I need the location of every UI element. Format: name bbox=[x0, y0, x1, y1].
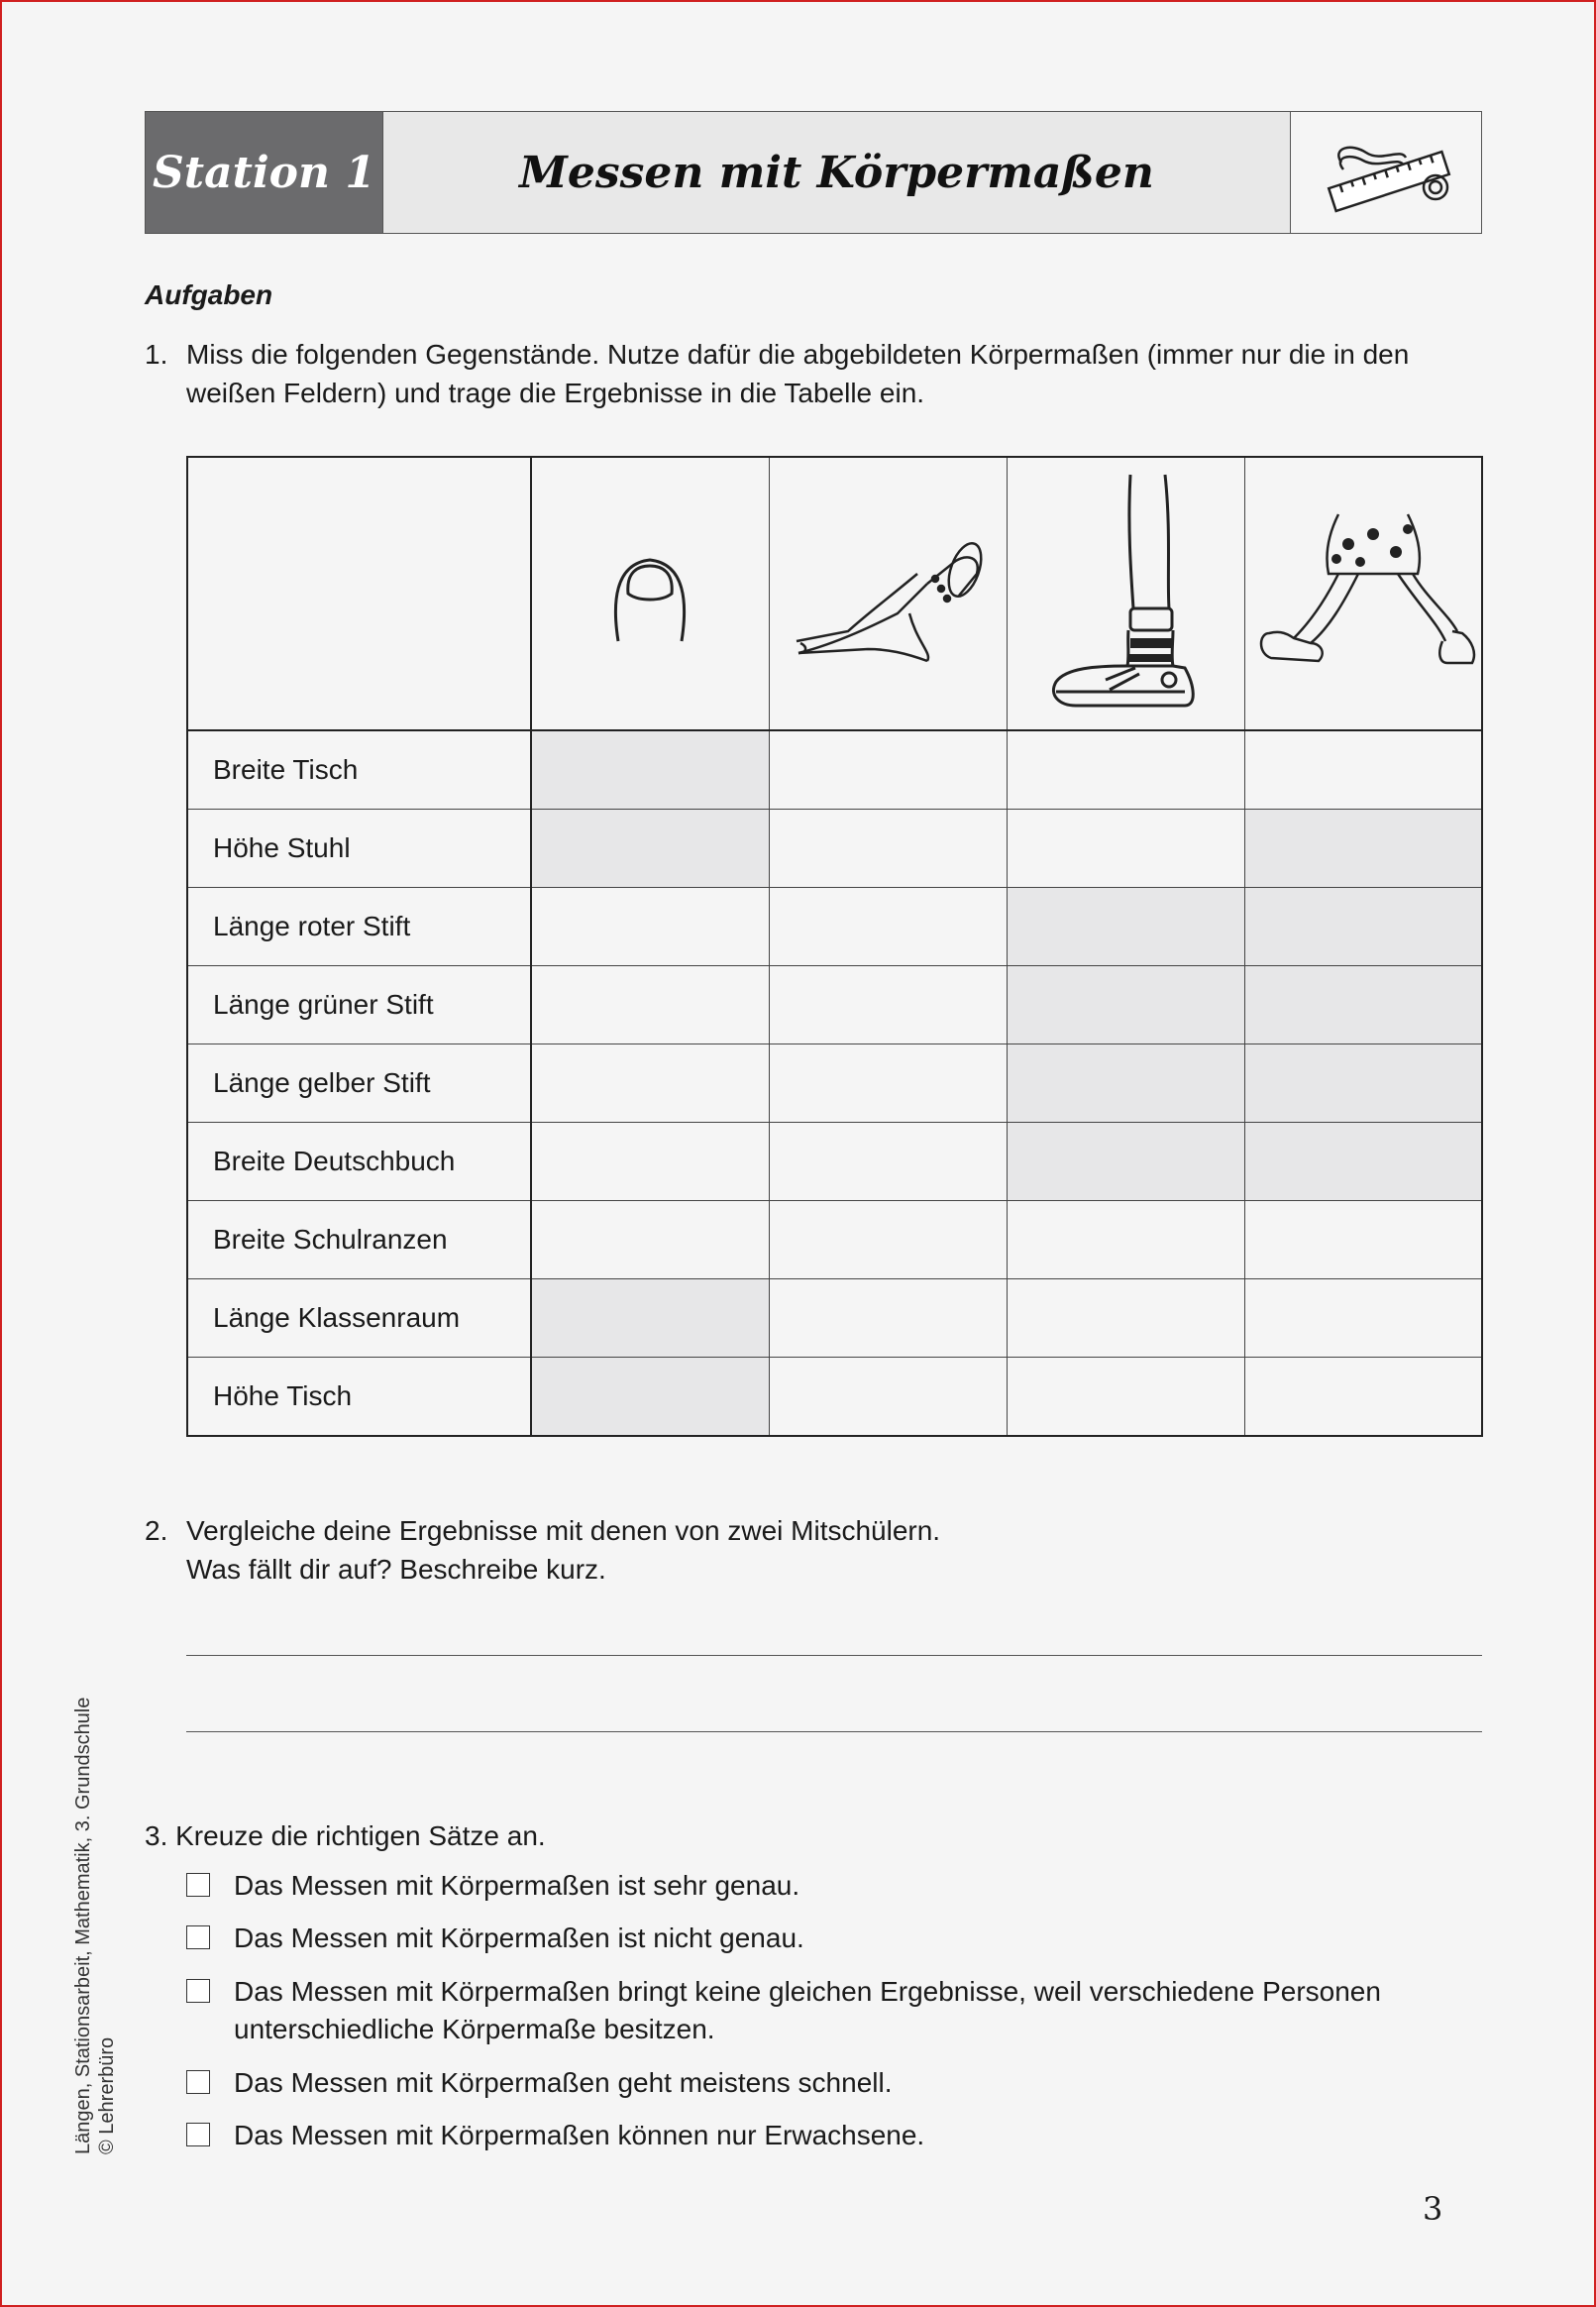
task-3-heading: 3. Kreuze die richtigen Sätze an. bbox=[145, 1820, 546, 1851]
table-row bbox=[187, 810, 1482, 888]
disabled-cell bbox=[1244, 1123, 1482, 1201]
step-column-header bbox=[1244, 457, 1482, 730]
checkbox[interactable] bbox=[186, 1873, 210, 1897]
answer-cell[interactable] bbox=[769, 888, 1007, 966]
row-label: Höhe Stuhl bbox=[187, 810, 531, 888]
station-label: Station 1 bbox=[146, 112, 383, 233]
table-row bbox=[187, 1123, 1482, 1201]
sidebar-line-2: © Lehrerbüro bbox=[96, 2036, 118, 2154]
answer-cell[interactable] bbox=[769, 1201, 1007, 1279]
task-1 bbox=[145, 335, 1492, 414]
thumb-column-header bbox=[531, 457, 769, 730]
table-header-row bbox=[187, 457, 1482, 730]
task-number: 2. bbox=[145, 1515, 168, 1546]
hand-span-column-header bbox=[769, 457, 1007, 730]
disabled-cell bbox=[1244, 810, 1482, 888]
answer-cell[interactable] bbox=[531, 1201, 769, 1279]
empty-header-cell bbox=[187, 457, 531, 730]
table-row bbox=[187, 1279, 1482, 1358]
worksheet-title: Messen mit Körpermaßen bbox=[383, 112, 1291, 233]
checkbox-item[interactable] bbox=[186, 1973, 1502, 2048]
answer-cell[interactable] bbox=[1007, 1201, 1244, 1279]
row-label: Länge grüner Stift bbox=[187, 966, 531, 1044]
disabled-cell bbox=[531, 730, 769, 810]
answer-cell[interactable] bbox=[1244, 1279, 1482, 1358]
task-number: 1. bbox=[145, 339, 168, 370]
checkbox-item[interactable] bbox=[186, 1920, 1502, 1957]
disabled-cell bbox=[531, 810, 769, 888]
row-label: Länge gelber Stift bbox=[187, 1044, 531, 1123]
row-label: Breite Schulranzen bbox=[187, 1201, 531, 1279]
checkbox[interactable] bbox=[186, 2070, 210, 2094]
copyright-sidebar bbox=[71, 1461, 119, 2154]
sidebar-line-1: Längen, Stationsarbeit, Mathematik, 3. Grundschule bbox=[72, 1697, 94, 2154]
disabled-cell bbox=[1244, 1044, 1482, 1123]
checkbox[interactable] bbox=[186, 1925, 210, 1949]
task-text-line-1: Vergleiche deine Ergebnisse mit denen von zwei Mitschülern. bbox=[186, 1515, 941, 1546]
answer-cell[interactable] bbox=[531, 1123, 769, 1201]
answer-cell[interactable] bbox=[1244, 1358, 1482, 1437]
task-2 bbox=[145, 1511, 1492, 1591]
task-text-line-1: Miss die folgenden Gegenstände. Nutze dafür die abgebildeten Körpermaßen (immer nur die in den bbox=[186, 339, 1410, 370]
checkbox-label: Das Messen mit Körpermaßen ist nicht genau. bbox=[234, 1922, 804, 1953]
answer-cell[interactable] bbox=[1007, 810, 1244, 888]
disabled-cell bbox=[531, 1358, 769, 1437]
checkbox-item[interactable] bbox=[186, 1867, 1502, 1905]
ruler-tape-measure-icon bbox=[1291, 112, 1481, 233]
answer-cell[interactable] bbox=[769, 730, 1007, 810]
answer-cell[interactable] bbox=[1244, 1201, 1482, 1279]
answer-line[interactable] bbox=[186, 1731, 1482, 1732]
answer-cell[interactable] bbox=[1007, 1358, 1244, 1437]
checkbox-item[interactable] bbox=[186, 2117, 1502, 2154]
checkbox-label: Das Messen mit Körpermaßen bringt keine gleichen Ergebnisse, weil verschiedene Personen unterschiedliche Körpermaße besitzen. bbox=[234, 1976, 1381, 2044]
step-stride-icon bbox=[1249, 504, 1477, 683]
checkbox-label: Das Messen mit Körpermaßen geht meistens schnell. bbox=[234, 2067, 893, 2098]
hand-span-icon bbox=[779, 504, 997, 683]
checkbox-label: Das Messen mit Körpermaßen ist sehr genau. bbox=[234, 1870, 800, 1901]
measurement-table bbox=[186, 456, 1483, 1437]
table-row bbox=[187, 966, 1482, 1044]
page-number: 3 bbox=[1423, 2190, 1443, 2228]
checkbox-item[interactable] bbox=[186, 2064, 1502, 2102]
checkbox[interactable] bbox=[186, 2123, 210, 2146]
answer-cell[interactable] bbox=[769, 1279, 1007, 1358]
table-row bbox=[187, 730, 1482, 810]
answer-cell[interactable] bbox=[1007, 730, 1244, 810]
thumb-nail-icon bbox=[590, 534, 709, 653]
table-row bbox=[187, 888, 1482, 966]
section-heading: Aufgaben bbox=[145, 279, 273, 310]
foot-column-header bbox=[1007, 457, 1244, 730]
disabled-cell bbox=[1244, 966, 1482, 1044]
checkbox[interactable] bbox=[186, 1979, 210, 2003]
row-label: Länge roter Stift bbox=[187, 888, 531, 966]
answer-cell[interactable] bbox=[531, 888, 769, 966]
row-label: Höhe Tisch bbox=[187, 1358, 531, 1437]
disabled-cell bbox=[1244, 888, 1482, 966]
disabled-cell bbox=[1007, 1044, 1244, 1123]
answer-cell[interactable] bbox=[531, 966, 769, 1044]
answer-cell[interactable] bbox=[769, 810, 1007, 888]
row-label: Länge Klassenraum bbox=[187, 1279, 531, 1358]
table-row bbox=[187, 1358, 1482, 1437]
worksheet-header bbox=[145, 111, 1482, 234]
answer-cell[interactable] bbox=[769, 1044, 1007, 1123]
checkbox-label: Das Messen mit Körpermaßen können nur Erwachsene. bbox=[234, 2120, 925, 2150]
table-row bbox=[187, 1201, 1482, 1279]
disabled-cell bbox=[1007, 966, 1244, 1044]
disabled-cell bbox=[531, 1279, 769, 1358]
disabled-cell bbox=[1007, 888, 1244, 966]
answer-line[interactable] bbox=[186, 1655, 1482, 1656]
answer-cell[interactable] bbox=[1244, 730, 1482, 810]
answer-cell[interactable] bbox=[769, 966, 1007, 1044]
table-row bbox=[187, 1044, 1482, 1123]
foot-shoe-icon bbox=[1036, 470, 1215, 717]
task-text-line-2: Was fällt dir auf? Beschreibe kurz. bbox=[186, 1554, 606, 1585]
answer-cell[interactable] bbox=[769, 1358, 1007, 1437]
row-label: Breite Deutschbuch bbox=[187, 1123, 531, 1201]
answer-cell[interactable] bbox=[1007, 1279, 1244, 1358]
answer-cell[interactable] bbox=[769, 1123, 1007, 1201]
disabled-cell bbox=[1007, 1123, 1244, 1201]
row-label: Breite Tisch bbox=[187, 730, 531, 810]
answer-cell[interactable] bbox=[531, 1044, 769, 1123]
task-text-line-2: weißen Feldern) und trage die Ergebnisse in die Tabelle ein. bbox=[186, 378, 925, 408]
